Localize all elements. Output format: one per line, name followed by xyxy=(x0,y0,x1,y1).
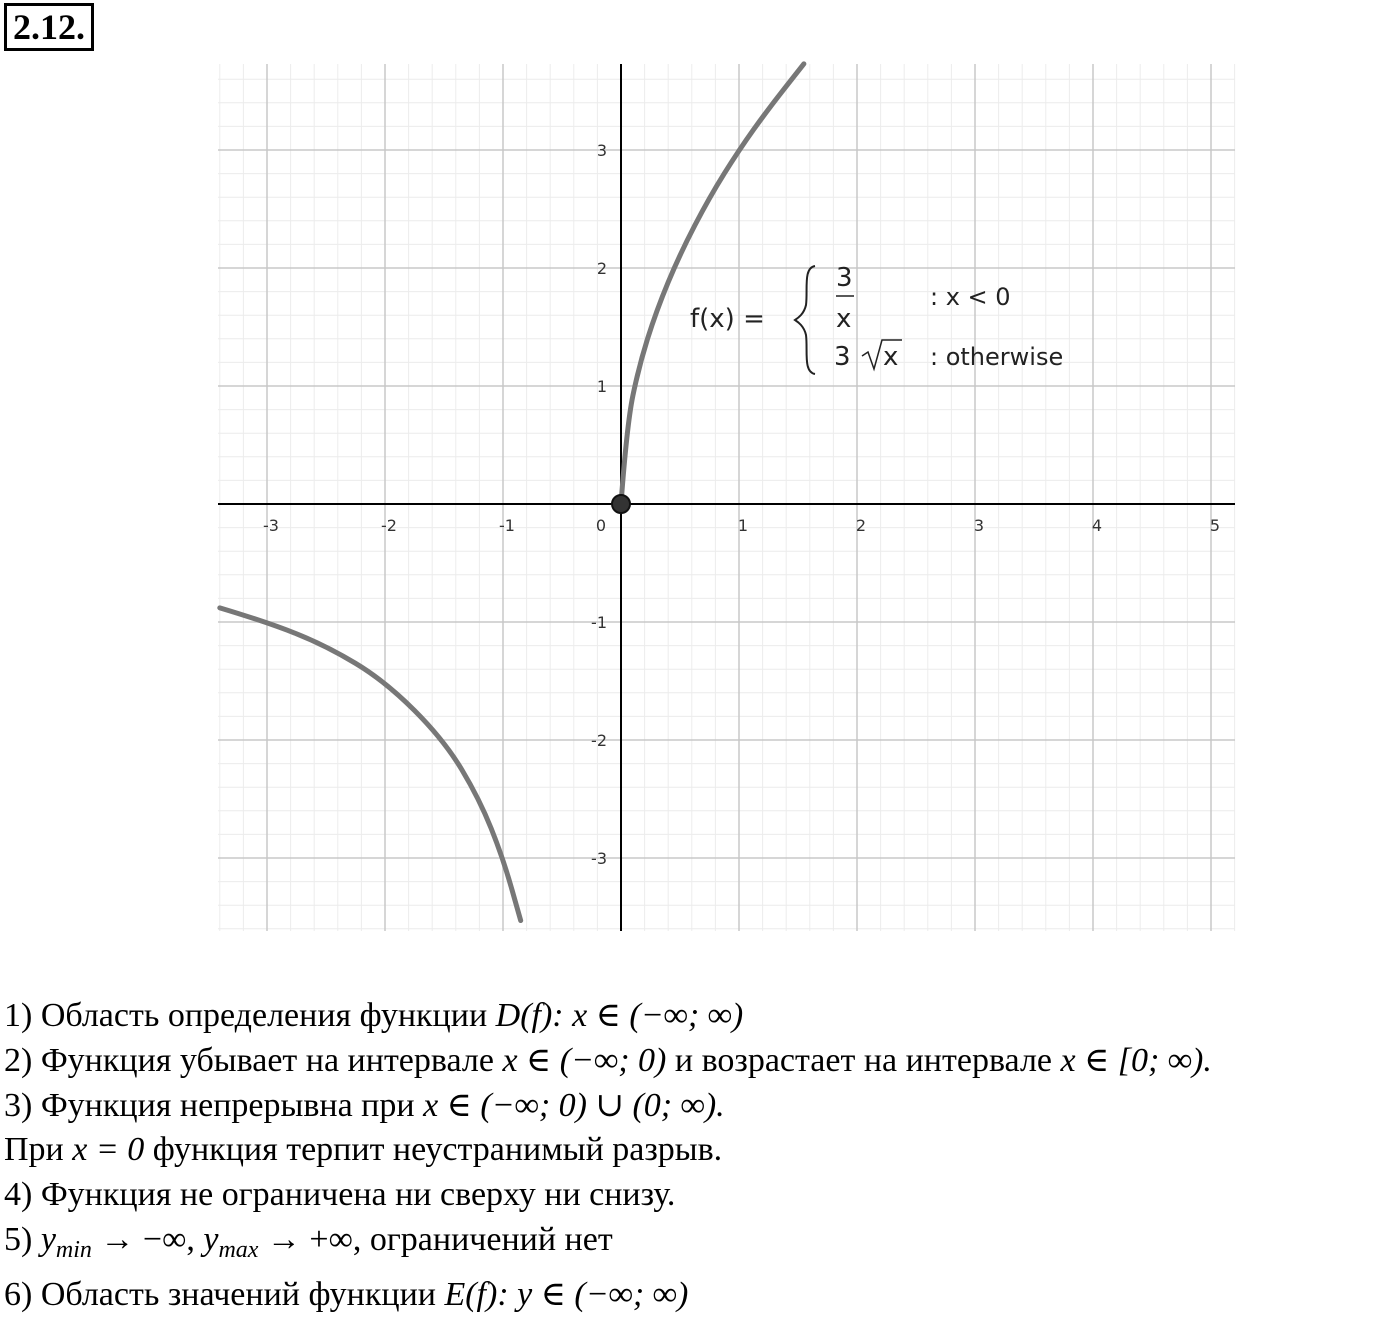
note-2-text-a: 2) Функция убывает на интервале xyxy=(4,1041,503,1079)
note-3-text: 3) Функция непрерывна при xyxy=(4,1086,424,1124)
note-1-text: 1) Область определения функции xyxy=(4,997,496,1034)
note-6-math: E(f): y ∈ (−∞; ∞) xyxy=(444,1275,689,1313)
note-3 xyxy=(4,1084,1400,1129)
solution-notes xyxy=(4,994,1400,1318)
note-5-ymax: y xyxy=(203,1220,219,1258)
legend-numerator: 3 xyxy=(836,263,853,293)
note-5-max-sub: max xyxy=(218,1236,259,1263)
x-tick-label: -3 xyxy=(263,516,279,535)
note-5 xyxy=(4,1218,1400,1273)
y-tick-label: -3 xyxy=(591,849,607,868)
note-6 xyxy=(4,1273,1400,1318)
axes xyxy=(218,64,1235,931)
x-tick-label: -1 xyxy=(499,516,515,535)
x-tick-label: -2 xyxy=(381,516,397,535)
curve-right xyxy=(621,64,804,504)
x-tick-label: 3 xyxy=(973,516,985,535)
legend-condition-2: : otherwise xyxy=(930,343,1064,371)
x-tick-label: 1 xyxy=(737,516,749,535)
legend-brace xyxy=(795,266,815,374)
origin-point xyxy=(612,495,630,513)
note-3-math: x ∈ (−∞; 0) ∪ (0; ∞). xyxy=(423,1086,725,1124)
curves xyxy=(220,64,804,921)
y-tick-label: -2 xyxy=(591,731,607,750)
legend-denominator: x xyxy=(836,304,852,334)
x-tick-label: 4 xyxy=(1091,516,1103,535)
note-5-text-c: → +∞, ограничений нет xyxy=(258,1220,613,1258)
note-6-text: 6) Область значений функции xyxy=(4,1275,445,1313)
legend-fx: f(x) = xyxy=(690,304,765,334)
note-3b-text-a: При xyxy=(4,1131,73,1169)
note-2 xyxy=(4,1039,1400,1084)
note-3b xyxy=(4,1128,1400,1173)
note-4-text: 4) Функция не ограничена ни сверху ни снизу. xyxy=(4,1176,676,1214)
y-tick-label: 1 xyxy=(596,377,607,396)
x-tick-label: 2 xyxy=(855,516,867,535)
grid-major-lines xyxy=(218,64,1235,931)
y-tick-label: 2 xyxy=(596,259,607,278)
grid-minor-lines xyxy=(218,64,1235,931)
note-3b-text-b: функция терпит неустранимый разрыв. xyxy=(144,1131,723,1169)
y-tick-label: -1 xyxy=(591,613,607,632)
note-5-ymin: y xyxy=(40,1220,56,1258)
function-legend xyxy=(690,263,1063,374)
note-2-math-a: x ∈ (−∞; 0) xyxy=(502,1041,667,1079)
note-5-text-a: 5) xyxy=(4,1220,41,1258)
x-tick-label: 0 xyxy=(595,516,607,535)
note-1-math: D(f): x ∈ (−∞; ∞) xyxy=(495,997,744,1034)
note-5-text-b: → −∞, xyxy=(91,1220,204,1258)
legend-condition-1: : x < 0 xyxy=(930,283,1011,311)
note-4 xyxy=(4,1173,1400,1218)
problem-label: 2.12. xyxy=(4,3,94,51)
note-1 xyxy=(4,994,1400,1039)
note-5-min-sub: min xyxy=(55,1236,92,1263)
note-2-text-b: и возрастает на интервале xyxy=(666,1041,1061,1079)
legend-coefficient: 3 xyxy=(834,342,851,372)
x-tick-label: 5 xyxy=(1209,516,1221,535)
legend-radicand: x xyxy=(883,342,899,372)
note-3b-math: x = 0 xyxy=(72,1131,145,1169)
curve-left xyxy=(220,608,521,921)
y-tick-label: 3 xyxy=(596,141,607,160)
note-2-math-b: x ∈ [0; ∞). xyxy=(1060,1041,1212,1079)
